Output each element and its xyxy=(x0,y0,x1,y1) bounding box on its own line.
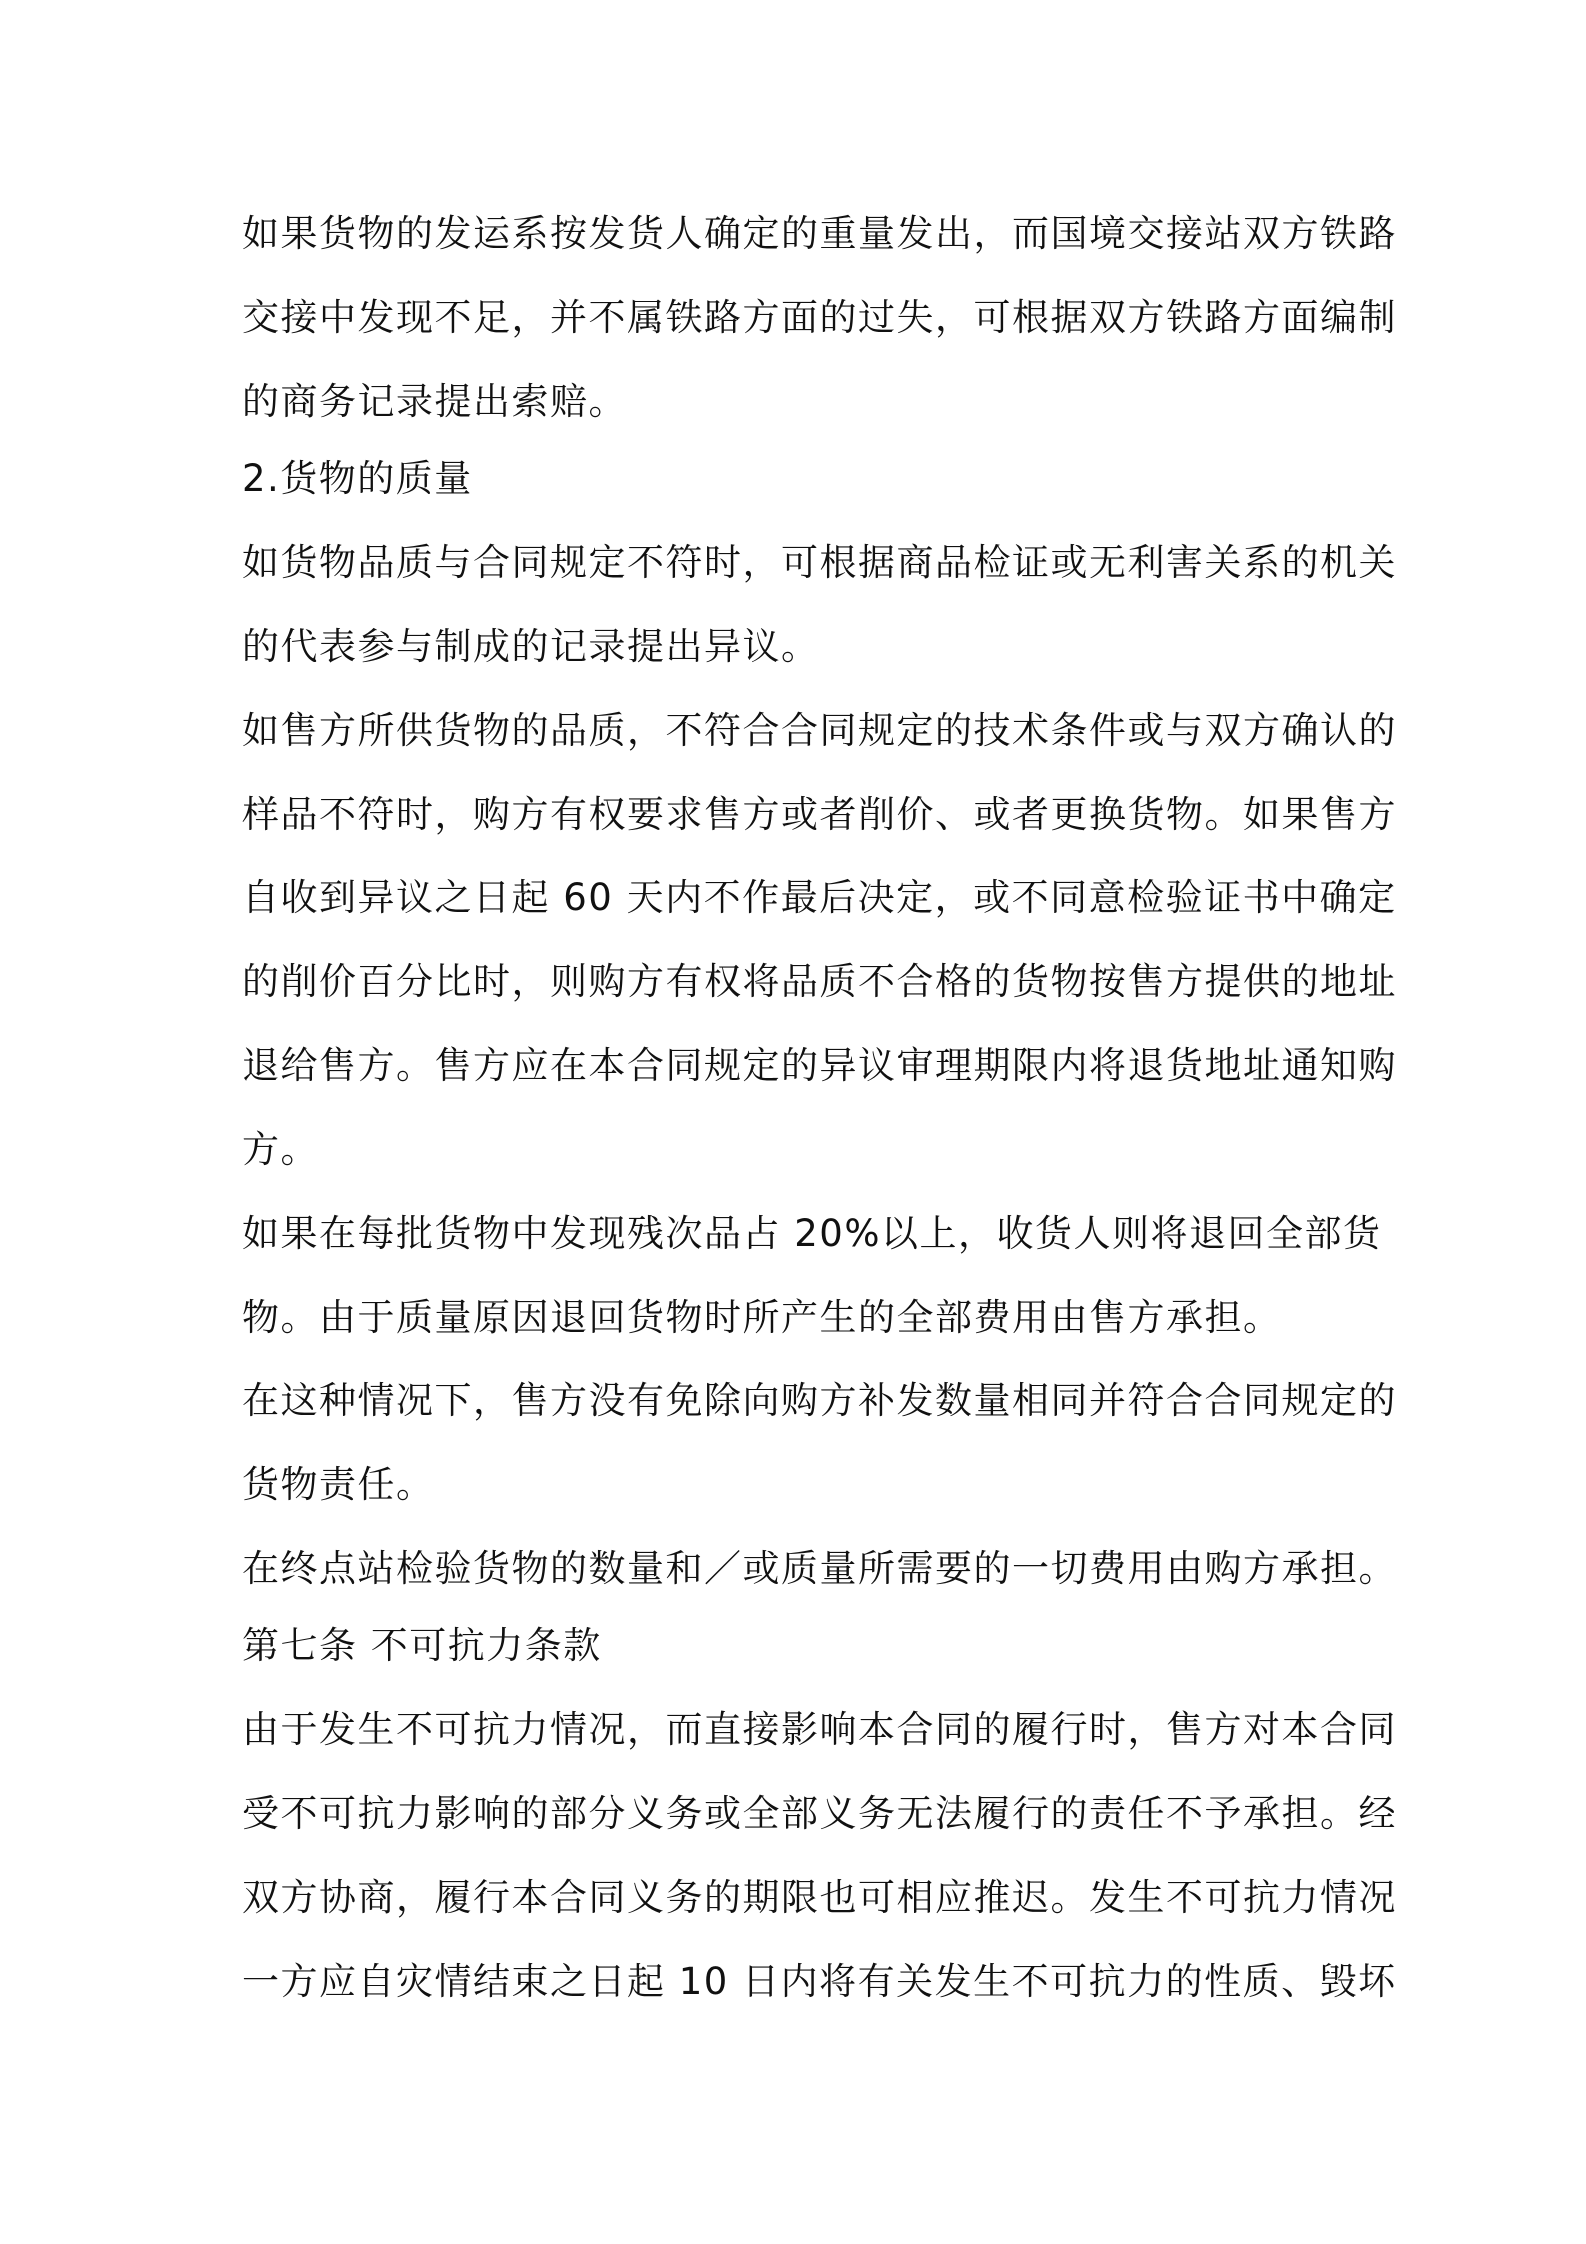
text-line: 方。 xyxy=(242,1128,319,1171)
text-line: 的削价百分比时，则购方有权将品质不合格的货物按售方提供的地址 xyxy=(242,960,1397,1003)
section-heading: 第七条 不可抗力条款 xyxy=(242,1624,602,1667)
text-line: 如果货物的发运系按发货人确定的重量发出，而国境交接站双方铁路 xyxy=(242,212,1397,255)
text-line: 交接中发现不足，并不属铁路方面的过失，可根据双方铁路方面编制 xyxy=(242,296,1397,339)
text-line: 如货物品质与合同规定不符时，可根据商品检证或无利害关系的机关 xyxy=(242,541,1397,584)
text-line: 在终点站检验货物的数量和／或质量所需要的一切费用由购方承担。 xyxy=(242,1547,1397,1590)
text-line: 一方应自灾情结束之日起 10 日内将有关发生不可抗力的性质、毁坏 xyxy=(242,1960,1397,2003)
section-heading: 2.货物的质量 xyxy=(242,457,473,500)
text-line: 的商务记录提出索赔。 xyxy=(242,380,627,423)
text-line: 在这种情况下，售方没有免除向购方补发数量相同并符合合同规定的 xyxy=(242,1379,1397,1422)
text-line: 的代表参与制成的记录提出异议。 xyxy=(242,625,820,668)
text-line: 如果在每批货物中发现残次品占 20%以上，收货人则将退回全部货 xyxy=(242,1212,1382,1255)
text-line: 退给售方。售方应在本合同规定的异议审理期限内将退货地址通知购 xyxy=(242,1044,1397,1087)
text-line: 样品不符时，购方有权要求售方或者削价、或者更换货物。如果售方 xyxy=(242,793,1397,836)
text-line: 如售方所供货物的品质，不符合合同规定的技术条件或与双方确认的 xyxy=(242,709,1397,752)
text-line: 货物责任。 xyxy=(242,1463,435,1506)
text-line: 自收到异议之日起 60 天内不作最后决定，或不同意检验证书中确定 xyxy=(242,876,1397,919)
text-line: 物。由于质量原因退回货物时所产生的全部费用由售方承担。 xyxy=(242,1296,1282,1339)
text-line: 由于发生不可抗力情况，而直接影响本合同的履行时，售方对本合同 xyxy=(242,1708,1397,1751)
text-line: 受不可抗力影响的部分义务或全部义务无法履行的责任不予承担。经 xyxy=(242,1792,1397,1835)
text-line: 双方协商，履行本合同义务的期限也可相应推迟。发生不可抗力情况 xyxy=(242,1876,1397,1919)
